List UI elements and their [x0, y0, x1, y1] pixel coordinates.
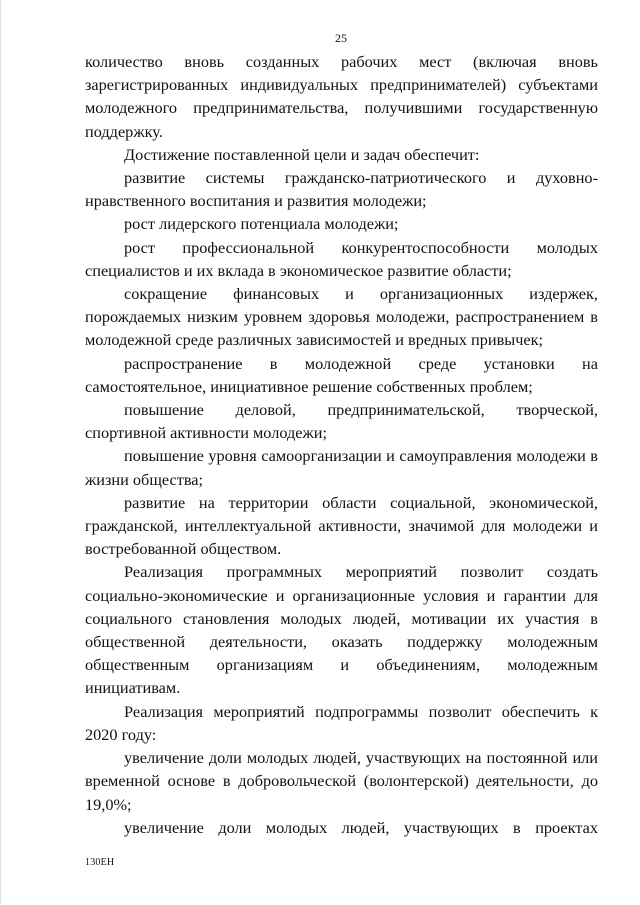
paragraph: сокращение финансовых и организационных издержек, порождаемых низким уровнем здоровья молодежи, распространением в молодежной среде различных зависимостей и вредных привычек;	[85, 284, 598, 350]
footer-code: 130ЕН	[85, 857, 115, 868]
paragraph: увеличение доли молодых людей, участвующих на постоянной или временной основе в добровольческой (волонтерской) деятельности, до 19,0%;	[85, 748, 598, 814]
paragraph: Реализация мероприятий подпрограммы позволит обеспечить к 2020 году:	[85, 701, 598, 744]
paragraph: повышение уровня самоорганизации и самоуправления молодежи в жизни общества;	[85, 446, 598, 489]
paragraph: рост профессиональной конкурентоспособности молодых специалистов и их вклада в экономическое развитие области;	[85, 237, 598, 280]
paragraph-continuation: количество вновь созданных рабочих мест (включая вновь зарегистрированных индивидуальных предпринимателей) субъектами молодежного предпринимательства, получившими государственную поддержку.	[85, 52, 598, 141]
paragraph: повышение деловой, предпринимательской, творческой, спортивной активности молодежи;	[85, 400, 598, 443]
page-number: 25	[335, 31, 347, 45]
paragraph: развитие на территории области социальной, экономической, гражданской, интеллектуальной активности, значимой для молодежи и востребованной обществом.	[85, 492, 598, 559]
document-body	[85, 50, 598, 839]
paragraph: увеличение доли молодых людей, участвующих в проектах	[124, 817, 598, 837]
paragraph: распространение в молодежной среде установки на самостоятельное, инициативное решение собственных проблем;	[85, 353, 598, 396]
paragraph: рост лидерского потенциала молодежи;	[124, 214, 399, 234]
paragraph: Достижение поставленной цели и задач обеспечит:	[124, 144, 480, 164]
paragraph: развитие системы гражданско-патриотического и духовно-нравственного воспитания и развития молодежи;	[85, 168, 598, 211]
paragraph: Реализация программных мероприятий позволит создать социально-экономические и организационные условия и гарантии для социального становления молодых людей, мотивации их участия в общественной деятельности, оказать поддержку молодежным общественным организациям и объединениям, молодежным инициативам.	[85, 562, 598, 698]
